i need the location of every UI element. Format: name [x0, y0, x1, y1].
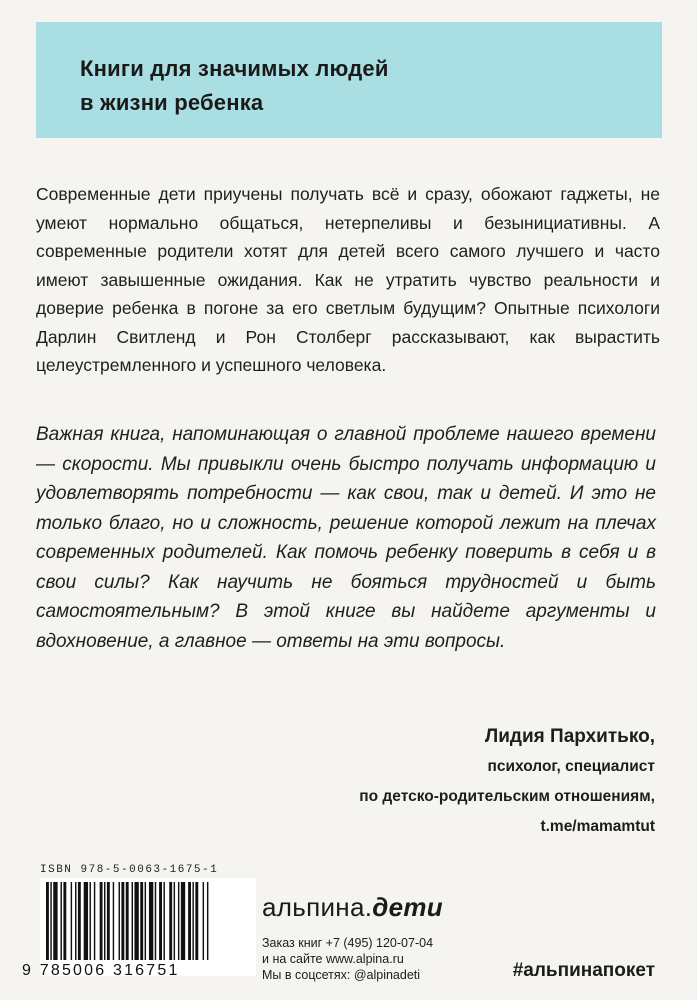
reviewer-name: Лидия Пархитько,: [484, 726, 655, 747]
isbn-number: ISBN 978-5-0063-1675-1: [40, 864, 219, 876]
barcode-icon: [40, 878, 256, 962]
publisher-name-part-2: дети: [372, 892, 443, 922]
barcode-digits: 9 785006 316751: [22, 962, 180, 979]
quote-attribution: [359, 722, 655, 842]
book-description: Современные дети приучены получать всё и сразу, обожают гаджеты, не умеют нормально общаться, нетерпеливы и безынициативны. А современные родители хотят для детей всего самого лучшего и часто имеют завышенные ожидания. Как не утратить чувство реальности и доверие ребенка в погоне за его светлым будущим? Опытные психологи Дарлин Свитленд и Рон Столберг рассказывают, как вырастить целеустремленного и успешного человека.: [36, 184, 660, 375]
publisher-contacts: [262, 935, 433, 983]
publisher-name-part-1: альпина.: [262, 892, 373, 922]
contact-phone: Заказ книг +7 (495) 120-07-04: [262, 936, 434, 950]
reviewer-link: t.me/mamamtut: [540, 818, 655, 835]
reviewer-role-2: по детско-родительским отношениям,: [359, 788, 655, 805]
banner-title-line-2: в жизни ребенка: [80, 90, 264, 115]
series-hashtag: #альпинапокет: [512, 960, 655, 981]
publisher-logo: [262, 892, 443, 923]
contact-social: Мы в соцсетях: @alpinadeti: [262, 968, 421, 982]
series-banner: [36, 22, 662, 138]
reviewer-role-1: психолог, специалист: [487, 758, 655, 775]
review-quote: Важная книга, напоминающая о главной проблеме нашего времени — скорости. Мы привыкли очень быстро получать информацию и удовлетворять потребности — как свои, так и детей. И это не только благо, но и сложность, решение которой лежит на плечах современных родителей. Как помочь ребенку поверить в себя и в свои силы? Как научить не бояться трудностей и быть самостоятельным? В этой книге вы найдете аргументы и вдохновение, а главное — ответы на эти вопросы.: [36, 424, 656, 652]
contact-site: и на сайте www.alpina.ru: [262, 952, 404, 966]
banner-title-line-1: Книги для значимых людей: [80, 56, 389, 81]
